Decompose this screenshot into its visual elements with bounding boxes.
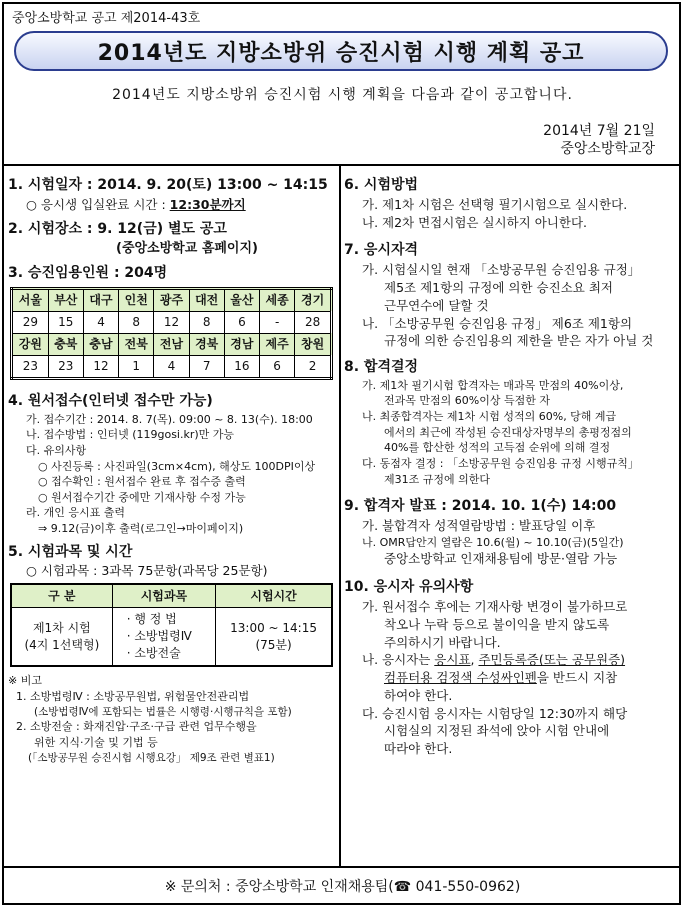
section-9-b1: 나. OMR답안지 열람은 10.6(월) ~ 10.10(금)(5일간) <box>362 535 624 549</box>
staff-cell: 23 <box>48 355 83 378</box>
staff-cell: 강원 <box>12 333 49 355</box>
section-10-b3: 하여야 한다. <box>384 687 453 703</box>
intro-text: 2014년도 지방소방위 승진시험 시행 계획을 다음과 같이 공고합니다. <box>112 87 573 103</box>
section-4-a: 가. 접수기간 : 2014. 8. 7(목). 09:00 ~ 8. 13(수). 18:00 <box>26 412 313 426</box>
staff-cell: 광주 <box>154 288 189 311</box>
section-2-title: 2. 시험장소 : 9. 12(금) 별도 공고 <box>8 220 227 237</box>
section-8-b3: 40%를 합산한 성적의 고득점 순위에 의해 결정 <box>384 441 611 455</box>
section-10-c2: 시험실의 지정된 좌석에 앉아 시험 안내에 <box>384 723 610 739</box>
section-8-title: 8. 합격결정 <box>344 359 419 375</box>
staff-cell: 부산 <box>48 288 83 311</box>
section-8-b1: 나. 최종합격자는 제1차 시험 성적의 60%, 당해 계급 <box>362 410 617 424</box>
section-4-d1: ⇒ 9.12(금)이후 출력(로그인→마이페이지) <box>38 521 244 535</box>
section-7-title: 7. 응시자격 <box>344 242 419 259</box>
staff-cell: 서울 <box>12 288 49 311</box>
bottom-divider <box>3 866 679 868</box>
section-8-c1: 다. 동점자 결정 : 「소방공무원 승진임용 규정 시행규칙」 <box>362 456 639 470</box>
subject-th-category: 구 분 <box>11 584 112 608</box>
staff-cell: 6 <box>224 311 259 333</box>
section-3-title: 3. 승진임용인원 : 204명 <box>8 264 168 281</box>
subject-cell-category: 제1차 시험 (4지 1선택형) <box>11 608 112 667</box>
staff-cell: 23 <box>12 355 49 378</box>
staff-cell: 울산 <box>224 288 259 311</box>
section-4-b: 나. 접수방법 : 인터넷 (119gosi.kr)만 가능 <box>26 428 235 442</box>
right-column <box>344 176 674 758</box>
subject-th-time: 시험시간 <box>216 584 332 608</box>
staff-cell: 경남 <box>224 333 259 355</box>
section-6-a: 가. 제1차 시험은 선택형 필기시험으로 실시한다. <box>362 196 628 212</box>
staff-cell: 대전 <box>189 288 224 311</box>
staff-cell: 2 <box>295 355 332 378</box>
entry-time-value: 12:30분까지 <box>169 196 246 212</box>
note-2: 2. 소방전술 : 화재진압·구조·구급 관련 업무수행을 <box>16 720 257 734</box>
staff-cell: 제주 <box>260 333 295 355</box>
top-divider <box>3 164 679 166</box>
staff-cell: 충남 <box>83 333 118 355</box>
section-2-line: (중앙소방학교 홈페이지) <box>116 240 258 256</box>
section-4-c: 다. 유의사항 <box>26 443 87 457</box>
section-7-b2: 규정에 의한 승진임용의 제한을 받은 자가 아닐 것 <box>384 333 654 349</box>
subject-cell-subjects: · 행 정 법 · 소방법령Ⅳ · 소방전술 <box>112 608 215 667</box>
section-7-b1: 나. 「소방공무원 승진임용 규정」 제6조 제1항의 <box>362 315 633 331</box>
section-7-a2: 제5조 제1항의 규정에 의한 승진소요 최저 <box>384 280 613 295</box>
staff-cell: 1 <box>119 355 154 378</box>
section-10-title: 10. 응시자 유의사항 <box>344 579 474 596</box>
section-4-c3: ○ 원서접수기간 중에만 기재사항 수정 가능 <box>38 490 246 504</box>
staff-cell: - <box>260 311 295 333</box>
section-10-a3: 주의하시기 바랍니다. <box>384 634 501 650</box>
page-title: 2014년도 지방소방위 승진시험 시행 계획 공고 <box>97 40 585 66</box>
section-10-c1: 다. 승진시험 응시자는 시험당일 12:30까지 해당 <box>362 705 628 721</box>
staff-cell: 6 <box>260 355 295 378</box>
contact-footer: ※ 문의처 : 중앙소방학교 인재채용팀(☎ 041-550-0962) <box>164 879 521 895</box>
title-banner <box>14 31 668 71</box>
section-7-a3: 근무연수에 달할 것 <box>384 297 489 313</box>
section-10-c3: 따라야 한다. <box>384 741 453 756</box>
staff-cell: 16 <box>224 355 259 378</box>
staff-cell: 세종 <box>260 288 295 311</box>
section-4-c2: ○ 접수확인 : 원서접수 완료 후 접수증 출력 <box>38 475 246 489</box>
section-7-a1: 가. 시험실시일 현재 「소방공무원 승진임용 규정」 <box>362 262 641 278</box>
staff-cell: 8 <box>119 311 154 333</box>
staff-cell: 29 <box>12 311 49 333</box>
section-4-title: 4. 원서접수(인터넷 접수만 가능) <box>8 392 213 409</box>
note-2c: (「소방공무원 승진시험 시행요강」 제9조 관련 별표1) <box>28 751 275 764</box>
section-1-line <box>8 196 334 214</box>
staff-cell: 15 <box>48 311 83 333</box>
staff-cell: 충북 <box>48 333 83 355</box>
section-10-b1: 나. 응시자는 응시표, 주민등록증(또는 공무원증) <box>362 652 626 668</box>
section-1-title: 1. 시험일자 : 2014. 9. 20(토) 13:00 ~ 14:15 <box>8 177 328 193</box>
staff-cell: 12 <box>83 355 118 378</box>
subject-table <box>10 583 333 667</box>
note-2b: 위한 지식·기술 및 기법 등 <box>34 736 158 750</box>
section-10-a2: 착오나 누락 등으로 불이익을 받지 않도록 <box>384 616 610 632</box>
section-10-b2: 컴퓨터용 검정색 수성싸인펜을 반드시 지참 <box>384 670 618 685</box>
section-9-title: 9. 합격자 발표 : 2014. 10. 1(수) 14:00 <box>344 498 617 515</box>
note-1b: (소방법령Ⅳ에 포함되는 법률은 시행령·시행규칙을 포함) <box>34 705 292 718</box>
section-5-line: ○ 시험과목 : 3과목 75문항(과목당 25문항) <box>26 563 268 579</box>
staff-cell: 경북 <box>189 333 224 355</box>
column-divider <box>339 166 341 866</box>
staff-cell: 경기 <box>295 288 332 311</box>
section-6-b: 나. 제2차 면접시험은 실시하지 아니한다. <box>362 214 587 230</box>
staff-cell: 8 <box>189 311 224 333</box>
staff-cell: 12 <box>154 311 189 333</box>
section-10-a1: 가. 원서접수 후에는 기재사항 변경이 불가하므로 <box>362 599 628 614</box>
staff-cell: 4 <box>83 311 118 333</box>
staff-cell: 전남 <box>154 333 189 355</box>
section-4-d: 라. 개인 응시표 출력 <box>26 506 125 520</box>
staff-cell: 28 <box>295 311 332 333</box>
staff-cell: 7 <box>189 355 224 378</box>
section-4-c1: ○ 사진등록 : 사진파일(3cm×4cm), 해상도 100DPI이상 <box>38 459 316 473</box>
section-8-a2: 전과목 만점의 60%이상 득점한 자 <box>384 394 550 408</box>
subject-th-subjects: 시험과목 <box>112 584 215 608</box>
section-9-b2: 중앙소방학교 인재채용팀에 방문·열람 가능 <box>384 551 618 567</box>
section-8-a1: 가. 제1차 필기시험 합격자는 매과목 만점의 40%이상, <box>362 378 624 392</box>
section-5-title: 5. 시험과목 및 시간 <box>8 543 133 560</box>
staff-cell: 인천 <box>119 288 154 311</box>
staff-cell: 대구 <box>83 288 118 311</box>
issuer: 중앙소방학교장 <box>560 141 655 157</box>
subject-cell-time: 13:00 ~ 14:15 (75분) <box>216 608 332 667</box>
staff-cell: 창원 <box>295 333 332 355</box>
notes-title: ※ 비고 <box>8 674 42 688</box>
left-column <box>8 176 334 766</box>
staffing-table <box>10 287 333 380</box>
section-6-title: 6. 시험방법 <box>344 177 419 193</box>
staff-cell: 전북 <box>119 333 154 355</box>
note-1: 1. 소방법령Ⅳ : 소방공무원법, 위험물안전관리법 <box>16 689 250 703</box>
section-8-c2: 제31조 규정에 의한다 <box>384 472 490 486</box>
entry-time-label: ○ 응시생 입실완료 시간 : <box>26 196 170 212</box>
section-9-a: 가. 불합격자 성적열람방법 : 발표당일 이후 <box>362 518 596 534</box>
announcement-date: 2014년 7월 21일 <box>543 123 655 139</box>
section-8-b2: 에서의 최근에 작성된 승진대상자명부의 총평정점의 <box>384 425 632 439</box>
staff-cell: 4 <box>154 355 189 378</box>
notice-number: 중앙소방학교 공고 제2014-43호 <box>12 11 201 26</box>
